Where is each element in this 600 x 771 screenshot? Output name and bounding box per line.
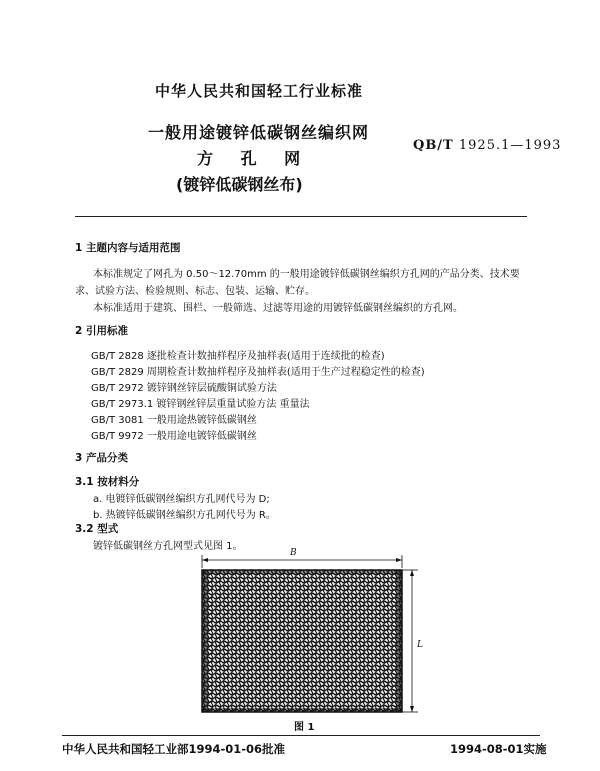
ref-item: GB/T 3081 一般用途热镀锌低碳钢丝 (91, 415, 257, 426)
ref-item: GB/T 2829 周期检查计数抽样程序及抽样表(适用于生产过程稳定性的检查) (91, 367, 425, 378)
code-number: 1925.1—1993 (458, 138, 562, 153)
dimension-b-arrow-right (396, 558, 402, 562)
section-2-title: 2 引用标准 (75, 325, 128, 337)
title-line3: (镀锌低碳钢丝布) (176, 175, 303, 194)
dimension-l-label: L (417, 640, 423, 650)
section-3-1-b: b. 热镀锌低碳钢丝编织方孔网代号为 R。 (93, 510, 276, 521)
section-3-title: 3 产品分类 (75, 452, 128, 464)
dimension-b-label: B (290, 548, 297, 558)
dimension-b-arrow-left (202, 558, 208, 562)
title-line1: 一般用途镀锌低碳钢丝编织网 (148, 123, 370, 142)
standard-code (413, 138, 561, 153)
figure-caption: 图 1 (294, 722, 315, 733)
mesh-body (202, 570, 402, 712)
standard-org: 中华人民共和国轻工行业标准 (155, 82, 364, 100)
section-1-para1-line1: 本标准规定了网孔为 0.50～12.70mm 的一般用途镀锌低碳钢丝编织方孔网的产品分类、技术要 (93, 269, 520, 280)
dimension-l-arrow-top (410, 570, 414, 576)
dimension-l-arrow-bottom (410, 706, 414, 712)
ref-item: GB/T 2973.1 镀锌钢丝锌层重量试验方法 重量法 (91, 399, 310, 410)
section-3-1-a: a. 电镀锌低碳钢丝编织方孔网代号为 D; (93, 494, 270, 505)
issued-date: 中华人民共和国轻工业部1994-01-06批准 (62, 742, 286, 756)
ref-item: GB/T 9972 一般用途电镀锌低碳钢丝 (91, 431, 257, 442)
code-prefix: QB/T (413, 138, 454, 153)
bottom-rule (62, 735, 540, 736)
section-3-2-title: 3.2 型式 (75, 523, 119, 535)
ref-item: GB/T 2972 镀锌钢丝锌层硫酸铜试验方法 (91, 383, 277, 394)
section-1-title: 1 主题内容与适用范围 (75, 242, 181, 254)
ref-item: GB/T 2828 逐批检查计数抽样程序及抽样表(适用于连续批的检查) (91, 351, 385, 362)
section-1-para1-line2: 求、试验方法、检验规则、标志、包装、运输、贮存。 (75, 286, 315, 297)
effective-date: 1994-08-01实施 (450, 742, 547, 756)
top-rule (75, 216, 527, 217)
mesh-figure (190, 552, 425, 718)
section-3-2-para: 镀锌低碳钢丝方孔网型式见图 1。 (93, 541, 243, 552)
title-line2: 方 孔 网 (197, 149, 301, 168)
section-3-1-title: 3.1 按材料分 (75, 476, 140, 488)
section-1-para2: 本标准适用于建筑、围栏、一般筛选、过滤等用途的用镀锌低碳钢丝编织的方孔网。 (93, 303, 463, 314)
